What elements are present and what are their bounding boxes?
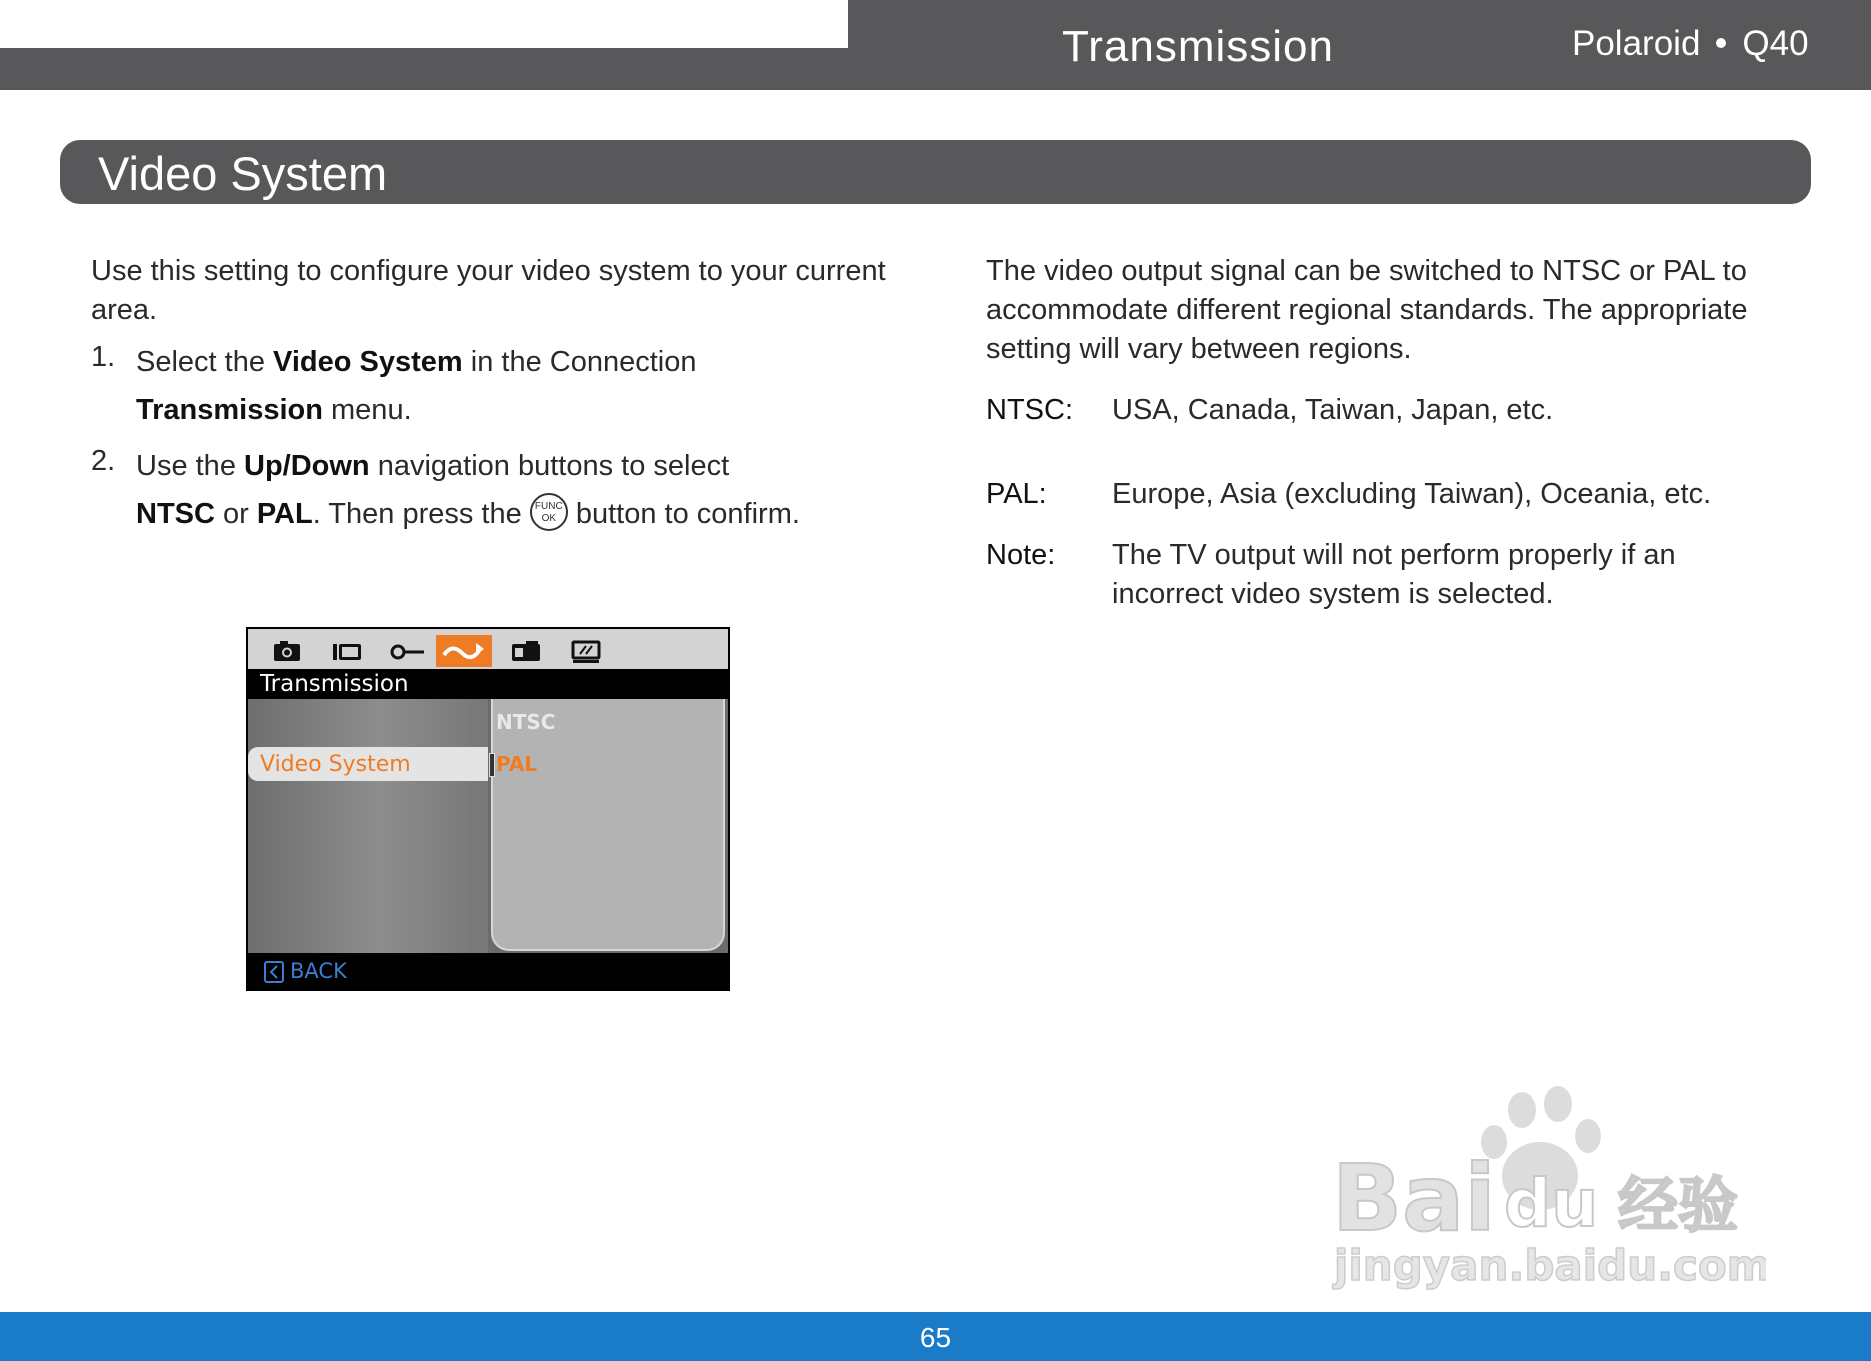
left-column (91, 252, 891, 538)
camera-screen (246, 627, 730, 991)
brand-name: Polaroid (1572, 24, 1701, 63)
svg-text:经验: 经验 (1618, 1171, 1738, 1241)
def-key: Note: (986, 539, 1056, 571)
right-column-intro: The video output signal can be switched to NTSC or PAL to accommodate different regional standards. The appropriate setting will vary between regions. (986, 255, 1748, 365)
def-key: NTSC: (986, 394, 1073, 426)
card-icon[interactable] (498, 635, 554, 667)
def-value: Europe, Asia (excluding Taiwan), Oceania, etc. (1112, 478, 1712, 510)
options-list-box (491, 699, 725, 951)
key-icon[interactable] (378, 635, 434, 667)
transmission-icon[interactable] (436, 635, 492, 667)
func-ok-button-icon (530, 493, 568, 531)
step-1 (91, 338, 891, 434)
page-number: 65 (919, 1322, 952, 1353)
option-pal[interactable]: PAL (496, 752, 538, 776)
step-number: 1. (91, 341, 116, 373)
camera-icon[interactable] (258, 635, 314, 667)
section-title: Video System (98, 147, 388, 200)
step-bold: Video System (273, 346, 463, 378)
screen-menu-title: Transmission (260, 671, 409, 697)
step-text-part: Use the (136, 450, 244, 482)
def-value: USA, Canada, Taiwan, Japan, etc. (1112, 394, 1554, 426)
header-cutout (0, 0, 848, 48)
ok-label: OK (541, 513, 557, 525)
step-bold: PAL (256, 498, 313, 530)
func-label: FUNC (534, 501, 563, 513)
step-bold: NTSC (136, 498, 215, 530)
def-note (986, 536, 1806, 616)
step-2 (91, 442, 891, 538)
model-name: Q40 (1742, 24, 1809, 63)
option-ntsc[interactable]: NTSC (496, 710, 556, 734)
back-label[interactable]: BACK (290, 959, 347, 983)
step-text-part: menu. (322, 394, 412, 426)
settings-list-pane (248, 699, 488, 953)
separator-dot-icon (1716, 38, 1726, 48)
step-text-part: button to confirm. (567, 498, 800, 530)
baidu-watermark-logo (1326, 1080, 1766, 1290)
footer-bar (0, 1312, 1871, 1361)
svg-text:du: du (1504, 1165, 1599, 1242)
def-key: PAL: (986, 478, 1047, 510)
svg-text:Bai: Bai (1332, 1145, 1496, 1252)
menu-icon-row (248, 629, 728, 669)
display-icon[interactable] (558, 635, 614, 667)
step-text (136, 338, 891, 434)
step-bold: Up/Down (244, 450, 370, 482)
step-text-part: navigation buttons to select (369, 450, 730, 482)
def-ntsc (986, 391, 1806, 431)
step-number: 2. (91, 445, 116, 477)
step-bold: Transmission (136, 394, 323, 426)
back-chevron-icon[interactable] (264, 961, 284, 983)
def-pal (986, 475, 1806, 515)
step-text-part: or (214, 498, 257, 530)
svg-text:jingyan.baidu.com: jingyan.baidu.com (1334, 1241, 1766, 1290)
intro-text: Use this setting to configure your video system to your current area. (91, 255, 886, 326)
section-bar (60, 140, 1811, 204)
selection-cursor-icon (489, 753, 495, 777)
step-text-part: in the Connection (462, 346, 697, 378)
settings-item-video-system[interactable]: Video System (260, 752, 411, 777)
step-text (136, 442, 891, 538)
brand-label (1572, 24, 1809, 64)
step-text-part: Select the (136, 346, 274, 378)
step-text-part: . Then press the (312, 498, 530, 530)
film-icon[interactable] (318, 635, 374, 667)
chapter-title: Transmission (1062, 22, 1334, 71)
def-value: The TV output will not perform properly if an incorrect video system is selected. (1112, 539, 1676, 610)
